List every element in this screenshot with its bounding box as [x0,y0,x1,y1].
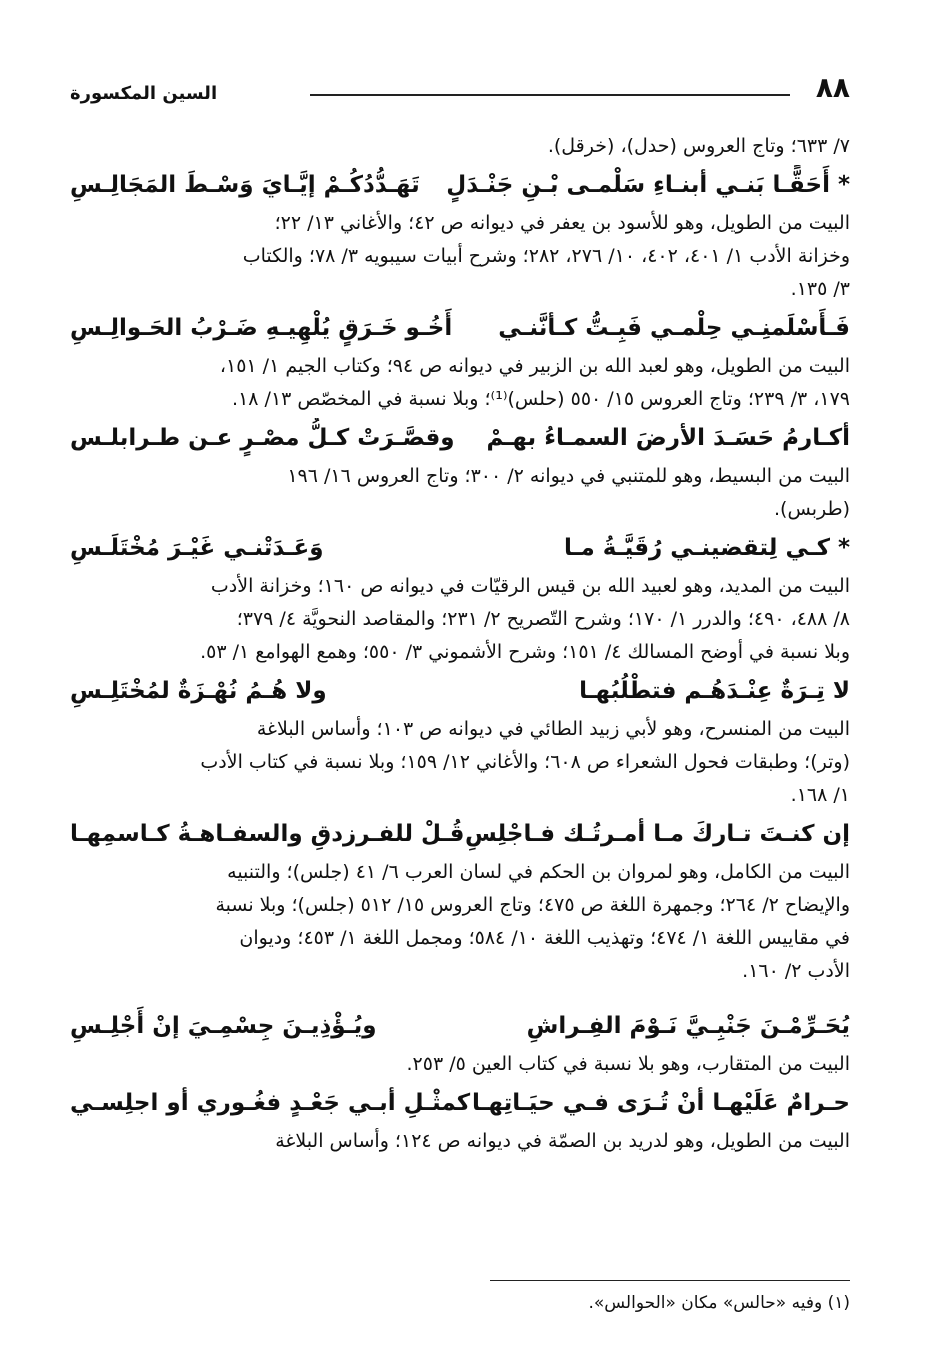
section-gap [70,988,850,1004]
verse-second-hemistich: تَهَـدُّدُكُـمْ إيَّـايَ وَسْـطَ المَجَالِـسِ [70,172,420,198]
verse-line [70,1006,850,1046]
commentary-line: وخزانة الأدب ١/ ٤٠١، ٤٠٢، ١٠/ ٢٧٦، ٢٨٢؛ وشرح أبيات سيبويه ٣/ ٧٨؛ والكتاب [242,245,850,267]
verse-line [70,671,850,711]
commentary-line: (طربس). [774,498,850,520]
commentary-line: البيت من المتقارب، وهو بلا نسبة في كتاب العين ٥/ ٢٥٣. [406,1053,850,1075]
commentary-line: في مقاييس اللغة ١/ ٤٧٤؛ وتهذيب اللغة ١٠/ ٥٨٤؛ ومجمل اللغة ١/ ٤٥٣؛ وديوان [239,927,850,949]
commentary-line: البيت من البسيط، وهو للمتنبي في ديوانه ٢/ ٣٠٠؛ وتاج العروس ١٦/ ١٩٦ [287,465,850,487]
commentary-line: الأدب ٢/ ١٦٠. [742,960,850,982]
commentary-line: والإيضاح ٢/ ٢٦٤؛ وجمهرة اللغة ص ٤٧٥؛ وتاج العروس ١٥/ ٥١٢ (جلس)؛ وبلا نسبة [215,894,850,916]
verse-second-hemistich: وَعَـدَتْنـي غَيْـرَ مُخْتَلَـسِ [70,535,324,561]
commentary-line: ٣/ ١٣٥. [790,278,850,300]
verse-first-hemistich: أكـارمُ حَسَـدَ الأرضَ السمـاءُ بهـمْ [486,425,850,451]
verse-line [70,418,850,458]
verse-second-hemistich: قُـلْ للفـرزدقِ والسفـاهـةُ كـاسمِهـا [70,821,465,847]
verse-line [70,165,850,205]
commentary-line: البيت من الطويل، وهو لعبد الله بن الزبير في ديوانه ص ٩٤؛ وكتاب الجيم ١/ ١٥١، [219,355,850,377]
commentary-line: ٨/ ٤٨٨، ٤٩٠؛ والدرر ١/ ١٧٠؛ وشرح التّصريح ٢/ ٢٣١؛ والمقاصد النحويَّة ٤/ ٣٧٩؛ [236,608,850,630]
footnote-rule [490,1280,850,1281]
commentary-line: البيت من الطويل، وهو لدريد بن الصمّة في ديوانه ص ١٢٤؛ وأساس البلاغة [275,1130,850,1152]
page-number: ٨٨ [815,71,850,104]
header-rule [310,94,790,96]
verse-first-hemistich: لا تِـرَةٌ عِنْـدَهُـم فتطْلُبُهـا [579,678,850,704]
page-body [70,130,850,1158]
commentary-line: البيت من المنسرح، وهو لأبي زبيد الطائي في ديوانه ص ١٠٣؛ وأساس البلاغة [256,718,850,740]
commentary-line: ١/ ١٦٨. [790,784,850,806]
commentary-line: ١٧٩، ٣/ ٢٣٩؛ وتاج العروس ١٥/ ٥٥٠ (حلس)⁽¹⁾؛ وبلا نسبة في المخصّص ١٣/ ١٨. [232,388,850,410]
verse-first-hemistich: * كـي لِتقضينـي رُقَيَّـةُ مـا [564,535,850,561]
verse-line [70,814,850,854]
verse-second-hemistich: ويُـؤْذِيـنَ جِسْمِـيَ إنْ أَجْلِـسِ [70,1013,377,1039]
verse-second-hemistich: ولا هُـمُ نُهْـزَةٌ لمُخْتَلِـسِ [70,678,327,704]
running-head: السين المكسورة [70,83,218,104]
commentary-line: البيت من الكامل، وهو لمروان بن الحكم في لسان العرب ٦/ ٤١ (جلس)؛ والتنبيه [227,861,850,883]
commentary-line: ٧/ ٦٣٣؛ وتاج العروس (حدل)، (خرقل). [547,135,850,157]
verse-second-hemistich: كمثْـلِ أبـي جَعْـدٍ فغُـوري أو اجلِسـي [70,1090,471,1116]
commentary-line: (وتر)؛ وطبقات فحول الشعراء ص ٦٠٨؛ والأغاني ١٢/ ١٥٩؛ وبلا نسبة في كتاب الأدب [200,751,850,773]
commentary-line: وبلا نسبة في أوضح المسالك ٤/ ١٥١؛ وشرح الأشموني ٣/ ٥٥٠؛ وهمع الهوامع ١/ ٥٣. [200,641,850,663]
verse-first-hemistich: إن كنـتَ تـاركَ مـا أمـرتُـك فـاجْلِسِ [465,821,850,847]
commentary-line: البيت من الطويل، وهو للأسود بن يعفر في ديوانه ص ٤٢؛ والأغاني ١٣/ ٢٢؛ [274,212,850,234]
commentary-line: البيت من المديد، وهو لعبيد الله بن قيس الرقيّات في ديوانه ص ١٦٠؛ وخزانة الأدب [210,575,850,597]
verse-line [70,308,850,348]
verse-first-hemistich: يُحَـرِّمْـنَ جَنْبِـيَّ نَـوْمَ الفِـراشِ [526,1013,850,1039]
verse-second-hemistich: أَخُـو خَـرَقٍ يُلْهِيـهِ ضَـرْبُ الحَـوالِـسِ [70,315,453,341]
verse-line [70,1083,850,1123]
verse-first-hemistich: * أَحَقًّـا بَنـي أبنـاءِ سَلْمـى بْـنِ جَنْـدَلٍ [446,172,850,198]
verse-first-hemistich: فَـأَسْلَمنِـي حِلْمـي فَبِـتُّ كـأنَّنـي [498,315,850,341]
verse-second-hemistich: وقصَّـرَتْ كـلُّ مصْـرٍ عـن طـرابلـس [70,425,455,451]
page-header [70,70,850,110]
verse-first-hemistich: حـرامٌ عَلَيْهـا أنْ تُـرَى فـي حيَـاتِهـا [471,1090,850,1116]
verse-line [70,528,850,568]
footnote: (١) وفيه «حالس» مكان «الحوالس». [588,1293,850,1313]
